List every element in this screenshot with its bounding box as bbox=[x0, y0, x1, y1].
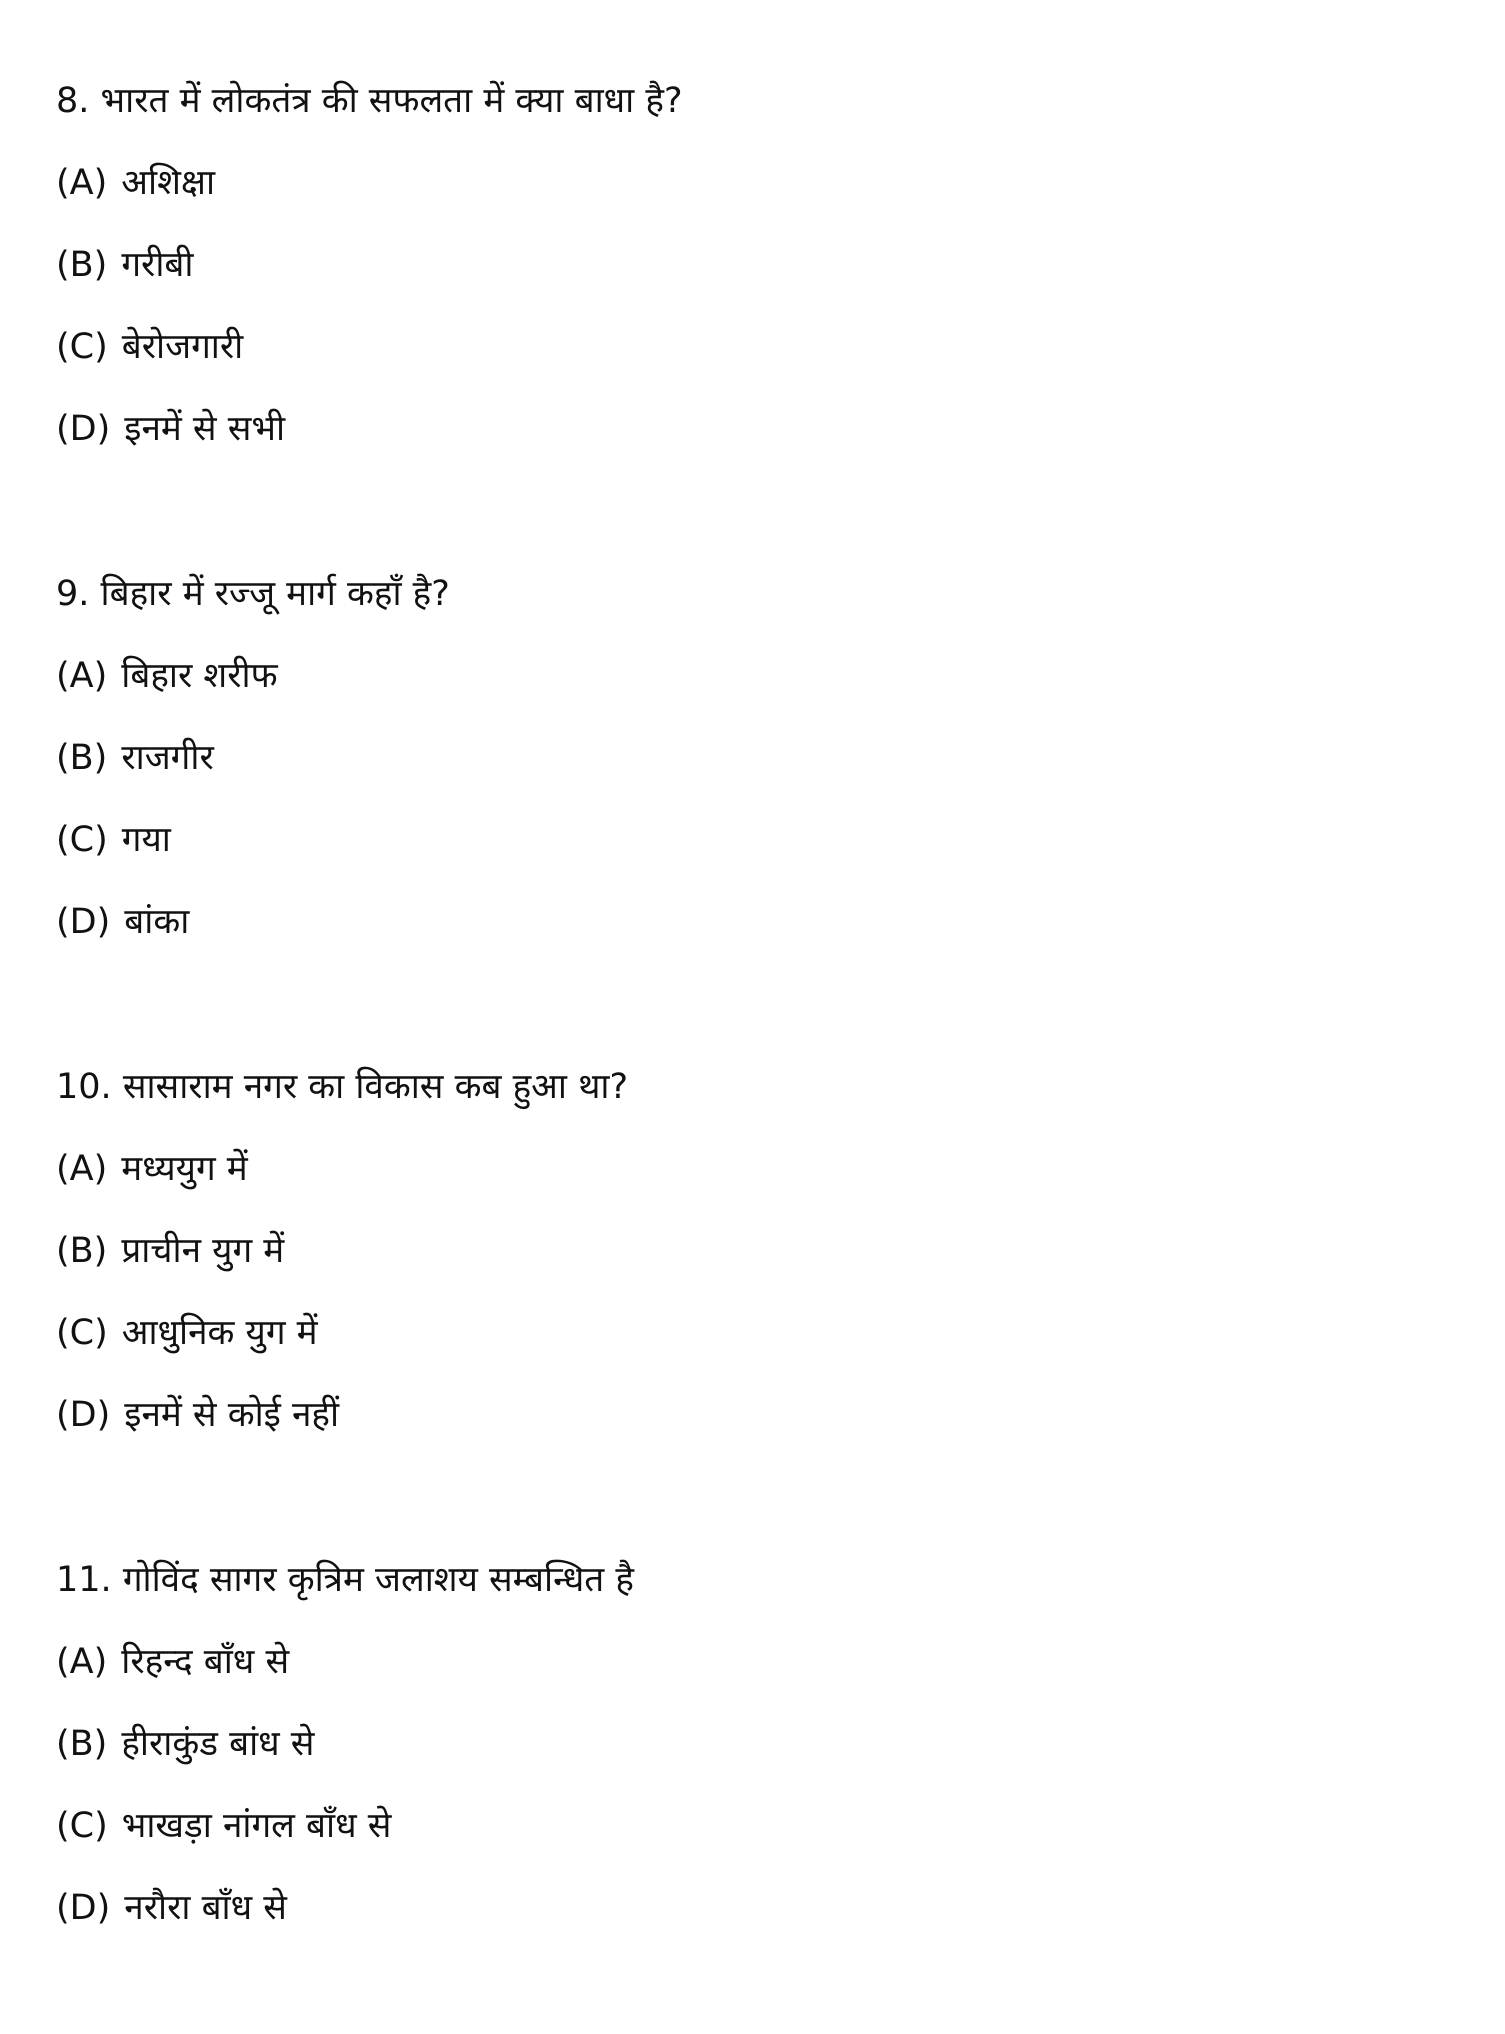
answer-option bbox=[56, 1867, 1465, 1949]
option-label: (B) bbox=[56, 1231, 108, 1271]
option-label: (A) bbox=[56, 1642, 108, 1682]
answer-option bbox=[56, 1374, 1465, 1456]
answer-option bbox=[56, 881, 1465, 963]
option-text: नरौरा बाँध से bbox=[124, 1888, 287, 1928]
option-text: अशिक्षा bbox=[121, 163, 216, 203]
option-text: रिहन्द बाँध से bbox=[121, 1642, 290, 1682]
question-block bbox=[56, 1539, 1465, 1949]
option-text: बिहार शरीफ bbox=[121, 656, 278, 696]
option-text: आधुनिक युग में bbox=[121, 1313, 318, 1353]
question-stem: भारत में लोकतंत्र की सफलता में क्या बाधा है? bbox=[100, 81, 683, 121]
question-text bbox=[56, 1539, 1465, 1621]
question-block bbox=[56, 1046, 1465, 1456]
answer-option bbox=[56, 142, 1465, 224]
question-number: 9. bbox=[56, 574, 90, 614]
option-label: (A) bbox=[56, 656, 108, 696]
question-text bbox=[56, 60, 1465, 142]
option-text: इनमें से सभी bbox=[124, 409, 286, 449]
option-label: (C) bbox=[56, 820, 108, 860]
answer-option bbox=[56, 224, 1465, 306]
option-text: गरीबी bbox=[121, 245, 194, 285]
question-text bbox=[56, 553, 1465, 635]
option-label: (D) bbox=[56, 1888, 111, 1928]
answer-option bbox=[56, 388, 1465, 470]
answer-option bbox=[56, 717, 1465, 799]
option-text: प्राचीन युग में bbox=[121, 1231, 285, 1271]
option-label: (A) bbox=[56, 163, 108, 203]
option-label: (D) bbox=[56, 409, 111, 449]
option-label: (B) bbox=[56, 738, 108, 778]
option-label: (B) bbox=[56, 245, 108, 285]
answer-option bbox=[56, 635, 1465, 717]
question-sheet bbox=[56, 60, 1465, 2032]
answer-option bbox=[56, 1785, 1465, 1867]
answer-option bbox=[56, 1128, 1465, 1210]
option-text: बेरोजगारी bbox=[121, 327, 244, 367]
question-number: 8. bbox=[56, 81, 90, 121]
question-stem: सासाराम नगर का विकास कब हुआ था? bbox=[122, 1067, 629, 1107]
option-label: (A) bbox=[56, 1149, 108, 1189]
question-number: 10. bbox=[56, 1067, 112, 1107]
answer-option bbox=[56, 1210, 1465, 1292]
option-text: गया bbox=[121, 820, 171, 860]
option-text: भाखड़ा नांगल बाँध से bbox=[121, 1806, 392, 1846]
option-label: (D) bbox=[56, 1395, 111, 1435]
option-label: (D) bbox=[56, 902, 111, 942]
answer-option bbox=[56, 799, 1465, 881]
question-block bbox=[56, 553, 1465, 963]
question-stem: गोविंद सागर कृत्रिम जलाशय सम्बन्धित है bbox=[122, 1560, 634, 1600]
question-text bbox=[56, 1046, 1465, 1128]
option-text: मध्ययुग में bbox=[121, 1149, 248, 1189]
answer-option bbox=[56, 1621, 1465, 1703]
question-block bbox=[56, 60, 1465, 470]
option-text: राजगीर bbox=[121, 738, 214, 778]
option-label: (C) bbox=[56, 1806, 108, 1846]
answer-option bbox=[56, 306, 1465, 388]
option-label: (B) bbox=[56, 1724, 108, 1764]
option-text: बांका bbox=[124, 902, 190, 942]
answer-option bbox=[56, 1292, 1465, 1374]
question-stem: बिहार में रज्जू मार्ग कहाँ है? bbox=[100, 574, 450, 614]
option-label: (C) bbox=[56, 327, 108, 367]
option-text: हीराकुंड बांध से bbox=[121, 1724, 315, 1764]
option-text: इनमें से कोई नहीं bbox=[124, 1395, 340, 1435]
option-label: (C) bbox=[56, 1313, 108, 1353]
question-number: 11. bbox=[56, 1560, 112, 1600]
answer-option bbox=[56, 1703, 1465, 1785]
